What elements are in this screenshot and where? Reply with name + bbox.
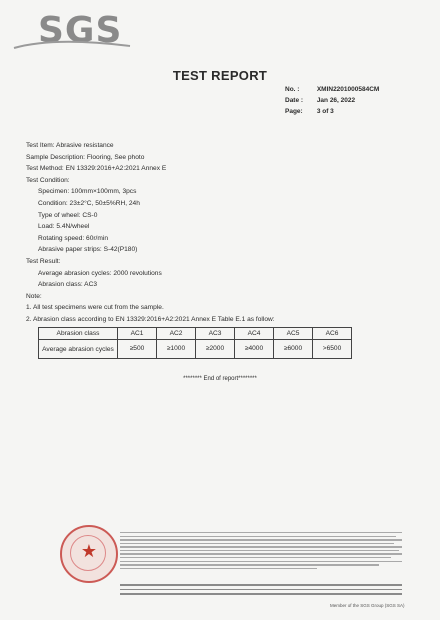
table-cell: AC2 (157, 327, 196, 340)
table-cell: ≥6000 (274, 340, 313, 359)
condition-item: Load: 5.4N/wheel (38, 223, 90, 231)
table-row (39, 327, 352, 340)
meta-number: No. : XMIN2201000584CM (285, 86, 380, 93)
note-item: 2. Abrasion class according to EN 13329:2016+A2:2021 Annex E Table E.1 as follow: (26, 315, 275, 323)
table-header-cell: Average abrasion cycles (39, 340, 118, 359)
table-cell: AC3 (196, 327, 235, 340)
note-item: 1. All test specimens were cut from the sample. (26, 304, 164, 312)
table-cell: ≥2000 (196, 340, 235, 359)
sample-description: Sample Description: Flooring, See photo (26, 153, 145, 161)
test-condition-heading: Test Condition: (26, 176, 70, 184)
table-header-cell: Abrasion class (39, 327, 118, 340)
page-title: TEST REPORT (172, 68, 268, 83)
test-result-heading: Test Result: (26, 257, 61, 265)
note-heading: Note: (26, 292, 42, 300)
abrasion-class-table (38, 327, 352, 360)
meta-date: Date : Jan 26, 2022 (285, 97, 356, 104)
test-item: Test Item: Abrasive resistance (26, 142, 114, 149)
condition-item: Type of wheel: CS-0 (38, 211, 98, 219)
result-item: Average abrasion cycles: 2000 revolutions (38, 269, 162, 277)
member-footer: Member of the SGS Group (SGS SA) (330, 603, 405, 608)
legal-fine-print (120, 532, 402, 571)
end-of-report: ******** End of report******** (183, 376, 257, 382)
report-body (26, 140, 416, 359)
office-address-lines (120, 584, 402, 598)
table-cell: >6500 (313, 340, 352, 359)
logo-swoosh-icon (12, 38, 132, 52)
condition-item: Specimen: 100mm×100mm, 3pcs (38, 188, 137, 196)
table-row (39, 340, 352, 359)
test-method: Test Method: EN 13329:2016+A2:2021 Annex E (26, 165, 167, 173)
table-cell: AC4 (235, 327, 274, 340)
table-cell: ≥1000 (157, 340, 196, 359)
condition-item: Abrasive paper strips: S-42(P180) (38, 246, 138, 254)
meta-page: Page: 3 of 3 (285, 108, 334, 115)
table-cell: AC6 (313, 327, 352, 340)
result-item: Abrasion class: AC3 (38, 281, 98, 289)
table-cell: ≥4000 (235, 340, 274, 359)
table-cell: ≥500 (118, 340, 157, 359)
table-cell: AC5 (274, 327, 313, 340)
company-seal (60, 525, 118, 583)
sgs-logo: SGS (38, 10, 123, 51)
report-meta (285, 84, 379, 117)
condition-item: Condition: 23±2°C, 50±5%RH, 24h (38, 199, 140, 207)
table-cell: AC1 (118, 327, 157, 340)
condition-item: Rotating speed: 60r/min (38, 234, 109, 242)
star-icon: ★ (80, 541, 98, 561)
